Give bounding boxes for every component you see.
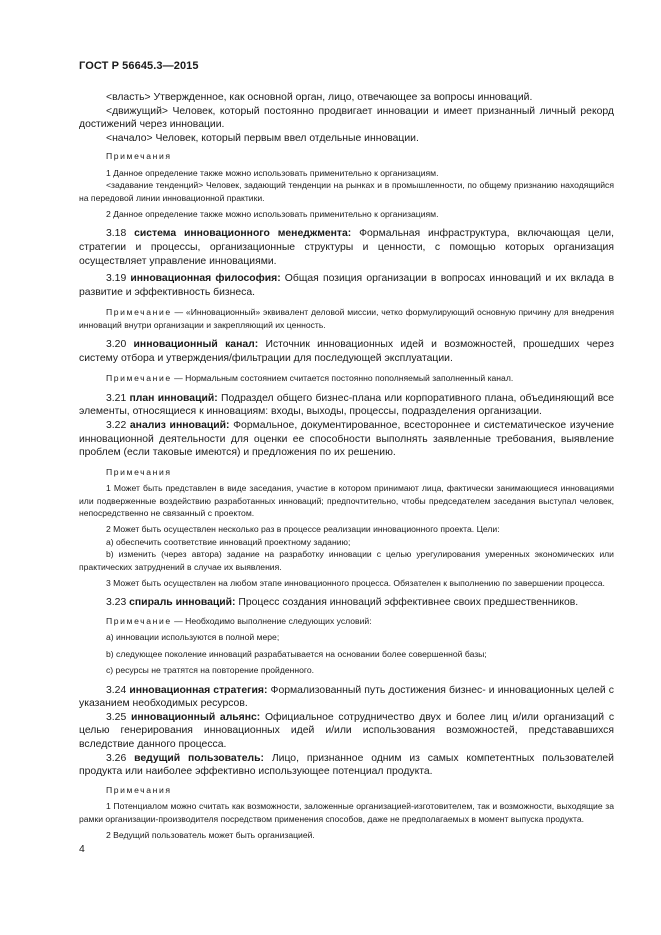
- note-label: Примечание: [106, 616, 172, 626]
- note-paragraph: 1 Данное определение также можно использовать применительно к организациям.: [106, 167, 439, 178]
- term-definition: Лицо, признанное одним из самых компетентных пользователей продукта или наиболее эффективно использующее потенциал продукта.: [79, 752, 614, 778]
- note-3-23: [79, 615, 614, 627]
- notes-heading: Примечания: [106, 466, 172, 477]
- notes-heading: Примечания: [106, 784, 172, 795]
- term-number: 3.23: [106, 597, 127, 609]
- note-paragraph: 2 Может быть осуществлен несколько раз в процессе реализации инновационного проекта. Цели:: [106, 524, 500, 535]
- note-text: — «Инновационный» эквивалент деловой миссии, четко формулирующий основную причину для внедрения инноваций внутри организации и закрепляющий их ценность.: [79, 307, 614, 330]
- term-definition: Формализованный путь достижения бизнес- и инновационных целей с указанием необходимых ресурсов.: [79, 684, 614, 710]
- term-title: инновационная философия:: [130, 273, 281, 285]
- note-list-item: a) инновации используются в полной мере;: [106, 632, 280, 643]
- term-3-19: [79, 272, 614, 299]
- term-definition: Источник инновационных идей и возможностей, прошедших через систему отбора и утверждения/фильтрации для последующей эксплуатации.: [79, 339, 615, 364]
- note-list-item: а) обеспечить соответствие инноваций проектному заданию;: [106, 536, 351, 547]
- page-number: 4: [79, 844, 85, 855]
- term-3-24: [79, 684, 614, 711]
- term-definition: Официальное сотрудничество двух и более лиц и/или организаций с целью генерирования инновационных идей и/или использования возможностей, представавшихся вследствие данного процесса.: [79, 711, 615, 750]
- term-3-22: [79, 419, 614, 460]
- term-title: ведущий пользователь:: [134, 752, 264, 764]
- term-definition: Формальная инфраструктура, включающая цели, стратегии и процессы, организационные структуры и ценности, с помощью которых организация осуществляет управление инновациями.: [79, 228, 614, 267]
- term-number: 3.22: [106, 419, 127, 431]
- term-title: инновационный альянс:: [130, 711, 261, 723]
- term-3-23: [79, 596, 614, 610]
- term-title: спираль инноваций:: [129, 597, 236, 609]
- note-paragraph: 3 Может быть осуществлен на любом этапе инновационного процесса. Обязателен к выполнению по завершении процесса.: [106, 578, 605, 588]
- definition-nachalo: <начало> Человек, который первым ввел отдельные инновации.: [106, 132, 419, 144]
- term-definition: Подраздел общего бизнес-плана или корпоративного плана, объединяющий все элементы, относящиеся к инновациям: входы, выходы, процессы, подразделения организации.: [79, 392, 614, 418]
- note-paragraph: 2 Ведущий пользователь может быть организацией.: [106, 830, 315, 840]
- note-paragraph: <задавание тенденций> Человек, задающий тенденции на рынках и в промышленности, по общему признанию находящийся на передовой линии инновационной практики.: [79, 180, 614, 203]
- note-paragraph: 2 Данное определение также можно использовать применительно к организациям.: [106, 209, 439, 219]
- note-list-item: c) ресурсы не тратятся на повторение пройденного.: [106, 665, 315, 676]
- term-title: план инноваций:: [129, 392, 218, 404]
- term-3-26: [79, 752, 614, 779]
- note-list-item: b) следующее поколение инноваций разрабатывается на основании более совершенной базы;: [106, 648, 487, 659]
- term-definition: Процесс создания инноваций эффективнее своих предшественников.: [235, 597, 579, 609]
- note-paragraph: 1 Может быть представлен в виде заседания, участие в котором принимают лица, фактически занимающиеся инновациями или подверженные воздействию разработанных инноваций; предпочтительно, чтобы председателем заседания выступал человек, непосредственно не связанный с проектом.: [79, 483, 614, 518]
- term-3-18: [79, 227, 614, 268]
- note-3-19: [79, 306, 614, 331]
- definition-dvizh: <движущий> Человек, который постоянно продвигает инновации и имеет признанный личный рекорд достижений через инновации.: [79, 105, 614, 131]
- note-text: — Необходимо выполнение следующих условий:: [171, 616, 372, 626]
- term-3-21: [79, 392, 614, 419]
- term-number: 3.20: [106, 339, 127, 351]
- term-number: 3.19: [106, 273, 127, 285]
- term-definition: Формальное, документированное, всестороннее и систематическое изучение инновационной деятельности для оценки ее способности выполнять заявленные требования, выявление проблем (если таковые имеются) и предложения по их решению.: [79, 419, 615, 459]
- note-label: Примечание: [106, 307, 172, 318]
- term-title: система инновационного менеджмента:: [134, 228, 352, 240]
- note-paragraph: 1 Потенциалом можно считать как возможности, заложенные организацией-изготовителем, так и возможности, выходящие за рамки организации-производителя посредством применения способов, даже не предполагаемых в момент выпуска продукта.: [79, 801, 614, 824]
- term-title: инновационный канал:: [133, 339, 259, 351]
- term-3-20: [79, 338, 614, 365]
- term-number: 3.24: [106, 684, 127, 696]
- term-number: 3.25: [106, 711, 127, 723]
- definition-vlast: <власть> Утвержденное, как основной орган, лицо, отвечающее за вопросы инноваций.: [106, 92, 533, 103]
- term-3-25: [79, 711, 614, 752]
- document-body: [79, 91, 614, 841]
- term-number: 3.18: [106, 228, 127, 240]
- notes-heading: Примечания: [106, 151, 172, 162]
- term-definition: Общая позиция организации в вопросах инноваций и их вклада в развитие и эффективность бизнеса.: [79, 273, 614, 298]
- note-label: Примечание: [106, 373, 172, 384]
- page-header-standard-code: ГОСТ Р 56645.3—2015: [79, 60, 199, 72]
- term-number: 3.21: [106, 392, 127, 404]
- term-title: инновационная стратегия:: [129, 684, 268, 696]
- note-list-item: b) изменить (через автора) задание на разработку инновации с целью урегулирования умеренных экономических или практических затруднений в случае их выявления.: [79, 549, 614, 572]
- term-title: анализ инноваций:: [129, 419, 230, 431]
- term-number: 3.26: [106, 752, 127, 764]
- note-text: — Нормальным состоянием считается постоянно пополняемый заполненный канал.: [171, 373, 514, 384]
- note-3-20: [79, 372, 614, 384]
